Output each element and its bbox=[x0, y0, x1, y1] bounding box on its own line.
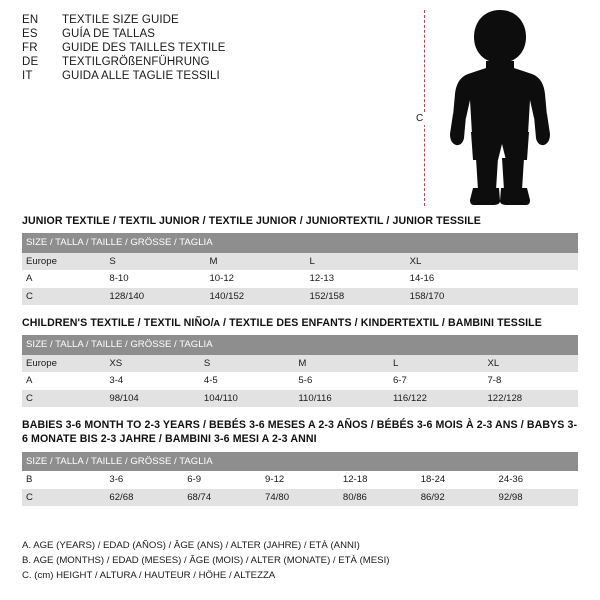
cell: 3-4 bbox=[105, 372, 200, 390]
footnotes-block bbox=[22, 539, 578, 584]
cell: M bbox=[205, 253, 305, 271]
cell: L bbox=[306, 253, 406, 271]
language-title-block bbox=[22, 14, 422, 84]
footnote-c: C. (cm) HEIGHT / ALTURA / HAUTEUR / HÖHE / ALTEZZA bbox=[22, 570, 276, 582]
language-title: TEXTILE SIZE GUIDE bbox=[62, 14, 179, 26]
cell: 12-18 bbox=[339, 471, 417, 489]
row-label: Europe bbox=[22, 355, 105, 373]
cell-empty bbox=[506, 253, 578, 271]
table-header-row bbox=[22, 452, 578, 472]
language-code: ES bbox=[22, 28, 38, 40]
cell: 74/80 bbox=[261, 489, 339, 507]
cell: 152/158 bbox=[306, 288, 406, 306]
cell: 116/122 bbox=[389, 390, 484, 408]
cell: 128/140 bbox=[105, 288, 205, 306]
cell: M bbox=[294, 355, 389, 373]
footnote-a: A. AGE (YEARS) / EDAD (AÑOS) / ÂGE (ANS) / ALTER (JAHRE) / ETÀ (ANNI) bbox=[22, 540, 360, 552]
row-label: C bbox=[22, 288, 105, 306]
row-label: B bbox=[22, 471, 105, 489]
cell: 80/86 bbox=[339, 489, 417, 507]
table-header-row bbox=[22, 335, 578, 355]
cell: 3-6 bbox=[105, 471, 183, 489]
language-title: GUIDA ALLE TAGLIE TESSILI bbox=[62, 70, 220, 82]
cell: 110/116 bbox=[294, 390, 389, 408]
language-code: DE bbox=[22, 56, 39, 68]
cell: 6-9 bbox=[183, 471, 261, 489]
language-code: IT bbox=[22, 70, 33, 82]
cell: S bbox=[200, 355, 295, 373]
section-title: JUNIOR TEXTILE / TEXTIL JUNIOR / TEXTILE JUNIOR / JUNIORTEXTIL / JUNIOR TESSILE bbox=[22, 215, 481, 227]
table-row bbox=[22, 288, 578, 306]
cell: 4-5 bbox=[200, 372, 295, 390]
cell: 104/110 bbox=[200, 390, 295, 408]
row-label: A bbox=[22, 270, 105, 288]
section-babies-textile bbox=[22, 418, 578, 506]
cell: S bbox=[105, 253, 205, 271]
language-row bbox=[22, 42, 422, 54]
section-title: BABIES 3-6 MONTH TO 2-3 YEARS / BEBÉS 3-6 MESES A 2-3 AÑOS / BÉBÉS 3-6 MOIS À 2-3 ANS / BABYS 3-6 MONATE BIS 2-3 JAHRE / BAMBINI 3-6 MESI A 2-3 ANNI bbox=[22, 419, 578, 446]
junior-size-table bbox=[22, 233, 578, 305]
cell: 6-7 bbox=[389, 372, 484, 390]
table-header-row bbox=[22, 233, 578, 253]
cell: 68/74 bbox=[183, 489, 261, 507]
cell: 98/104 bbox=[105, 390, 200, 408]
measurement-figure bbox=[412, 8, 582, 208]
cell: XL bbox=[483, 355, 578, 373]
cell: 9-12 bbox=[261, 471, 339, 489]
cell: 24-36 bbox=[495, 471, 578, 489]
row-label: C bbox=[22, 489, 105, 507]
cell: 92/98 bbox=[495, 489, 578, 507]
cell: 7-8 bbox=[483, 372, 578, 390]
cell-empty bbox=[506, 288, 578, 306]
cell: XS bbox=[105, 355, 200, 373]
footnote-b: B. AGE (MONTHS) / EDAD (MESES) / ÂGE (MOIS) / ALTER (MONATE) / ETÀ (MESI) bbox=[22, 555, 390, 567]
table-header-label: SIZE / TALLA / TAILLE / GRÖSSE / TAGLIA bbox=[22, 452, 578, 472]
height-measure-label: C bbox=[416, 113, 424, 124]
row-label: C bbox=[22, 390, 105, 408]
language-row bbox=[22, 28, 422, 40]
childrens-size-table bbox=[22, 335, 578, 407]
height-guide-line bbox=[424, 10, 425, 206]
language-title: GUIDE DES TAILLES TEXTILE bbox=[62, 42, 226, 54]
cell: 8-10 bbox=[105, 270, 205, 288]
section-junior-textile bbox=[22, 214, 578, 305]
section-title: CHILDREN'S TEXTILE / TEXTIL NIÑO/ᴀ / TEXTILE DES ENFANTS / KINDERTEXTIL / BAMBINI TESSILE bbox=[22, 317, 542, 329]
cell: 12-13 bbox=[306, 270, 406, 288]
cell: 5-6 bbox=[294, 372, 389, 390]
cell: XL bbox=[406, 253, 506, 271]
language-row bbox=[22, 56, 422, 68]
cell: 86/92 bbox=[417, 489, 495, 507]
table-row bbox=[22, 471, 578, 489]
language-title: GUÍA DE TALLAS bbox=[62, 28, 156, 40]
cell: 18-24 bbox=[417, 471, 495, 489]
language-code: EN bbox=[22, 14, 39, 26]
language-row bbox=[22, 70, 422, 82]
cell-empty bbox=[506, 270, 578, 288]
cell: 158/170 bbox=[406, 288, 506, 306]
cell: 140/152 bbox=[205, 288, 305, 306]
section-childrens-textile bbox=[22, 316, 578, 407]
row-label: A bbox=[22, 372, 105, 390]
language-code: FR bbox=[22, 42, 38, 54]
child-silhouette-icon bbox=[440, 8, 560, 208]
table-row bbox=[22, 355, 578, 373]
table-header-label: SIZE / TALLA / TAILLE / GRÖSSE / TAGLIA bbox=[22, 335, 578, 355]
cell: 122/128 bbox=[483, 390, 578, 408]
cell: 14-16 bbox=[406, 270, 506, 288]
cell: 62/68 bbox=[105, 489, 183, 507]
table-row bbox=[22, 253, 578, 271]
table-row bbox=[22, 372, 578, 390]
table-row bbox=[22, 270, 578, 288]
language-title: TEXTILGRÖßENFÜHRUNG bbox=[62, 56, 210, 68]
table-row bbox=[22, 390, 578, 408]
language-row bbox=[22, 14, 422, 26]
row-label: Europe bbox=[22, 253, 105, 271]
cell: L bbox=[389, 355, 484, 373]
table-row bbox=[22, 489, 578, 507]
cell: 10-12 bbox=[205, 270, 305, 288]
table-header-label: SIZE / TALLA / TAILLE / GRÖSSE / TAGLIA bbox=[22, 233, 578, 253]
babies-size-table bbox=[22, 452, 578, 507]
